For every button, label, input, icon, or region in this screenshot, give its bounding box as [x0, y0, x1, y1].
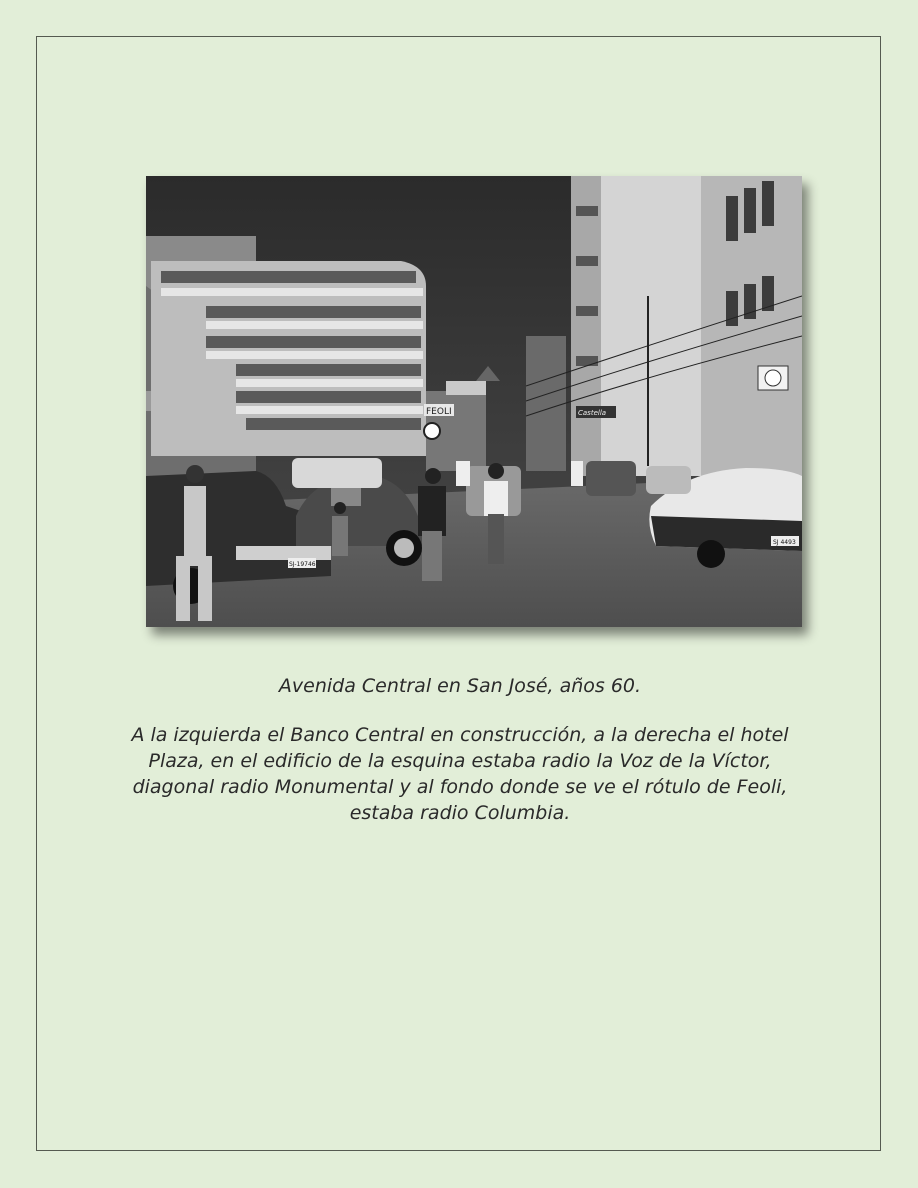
- caption-body: A la izquierda el Banco Central en construcción, a la derecha el hotel Plaza, en el edificio de la esquina estaba radio la Voz de la Víctor, diagonal radio Monumental y al fondo donde se ve el rótulo de Feoli, estaba radio Columbia.: [131, 724, 789, 824]
- svg-text:SJ-19746: SJ-19746: [289, 561, 316, 568]
- svg-text:SJ 4493: SJ 4493: [773, 539, 796, 546]
- street-photo: [146, 176, 802, 627]
- svg-text:FEOLI: FEOLI: [426, 407, 452, 417]
- curved-building: [151, 261, 426, 456]
- shop-sign: [576, 406, 616, 418]
- van: [292, 458, 382, 488]
- caption-title: Avenida Central en San José, años 60.: [278, 675, 642, 697]
- svg-text:Castella: Castella: [578, 409, 607, 417]
- street-photo-graphic: [146, 176, 802, 627]
